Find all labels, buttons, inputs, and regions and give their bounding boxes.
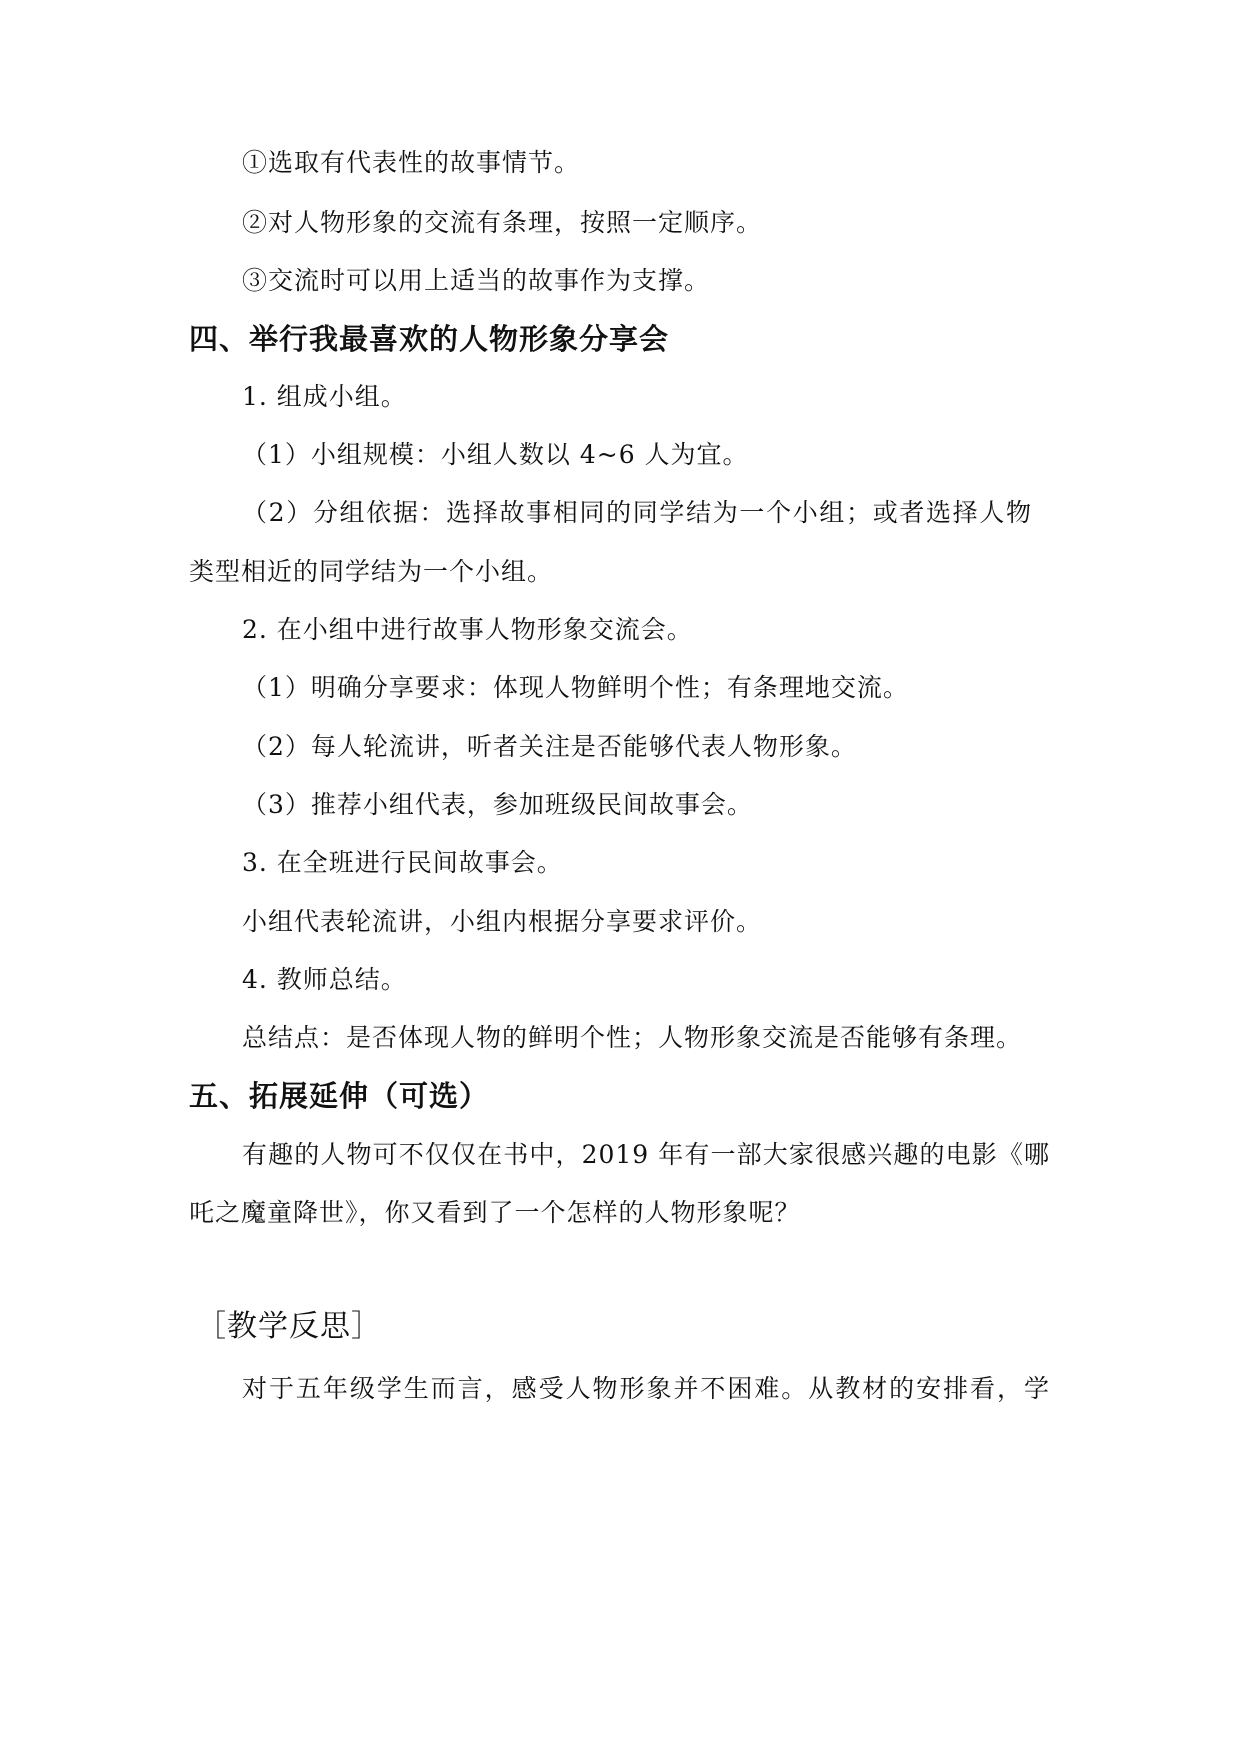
requirement-2: ②对人物形象的交流有条理，按照一定顺序。 — [242, 208, 763, 237]
section-5-paragraph-line-1: 有趣的人物可不仅仅在书中，2019 年有一部大家很感兴趣的电影《哪 — [242, 1140, 1050, 1169]
step-2-item-2: （2）每人轮流讲，听者关注是否能够代表人物形象。 — [242, 732, 857, 761]
step-3-title: 3. 在全班进行民间故事会。 — [242, 848, 563, 877]
reflection-title: ［教学反思］ — [196, 1309, 382, 1344]
step-1-item-1: （1）小组规模：小组人数以 4~6 人为宜。 — [242, 440, 749, 469]
requirement-1: ①选取有代表性的故事情节。 — [242, 148, 581, 177]
step-2-item-1: （1）明确分享要求：体现人物鲜明个性；有条理地交流。 — [242, 673, 909, 702]
section-4-heading: 四、举行我最喜欢的人物形象分享会 — [189, 322, 670, 356]
step-2-title: 2. 在小组中进行故事人物形象交流会。 — [242, 615, 693, 644]
step-2-item-3: （3）推荐小组代表，参加班级民间故事会。 — [242, 790, 753, 819]
section-5-paragraph-line-2: 吒之魔童降世》，你又看到了一个怎样的人物形象呢？ — [189, 1198, 801, 1227]
step-1-item-2: （2）分组依据：选择故事相同的同学结为一个小组；或者选择人物 — [242, 498, 1032, 527]
step-3-text: 小组代表轮流讲，小组内根据分享要求评价。 — [242, 907, 763, 936]
step-4-text: 总结点：是否体现人物的鲜明个性；人物形象交流是否能够有条理。 — [242, 1023, 1023, 1052]
step-1-item-2-continued: 类型相近的同学结为一个小组。 — [189, 557, 554, 586]
section-5-heading: 五、拓展延伸（可选） — [189, 1079, 490, 1113]
requirement-3: ③交流时可以用上适当的故事作为支撑。 — [242, 266, 711, 295]
reflection-paragraph-line-1: 对于五年级学生而言，感受人物形象并不困难。从教材的安排看，学 — [242, 1374, 1050, 1403]
step-1-title: 1. 组成小组。 — [242, 382, 407, 411]
step-4-title: 4. 教师总结。 — [242, 965, 407, 994]
